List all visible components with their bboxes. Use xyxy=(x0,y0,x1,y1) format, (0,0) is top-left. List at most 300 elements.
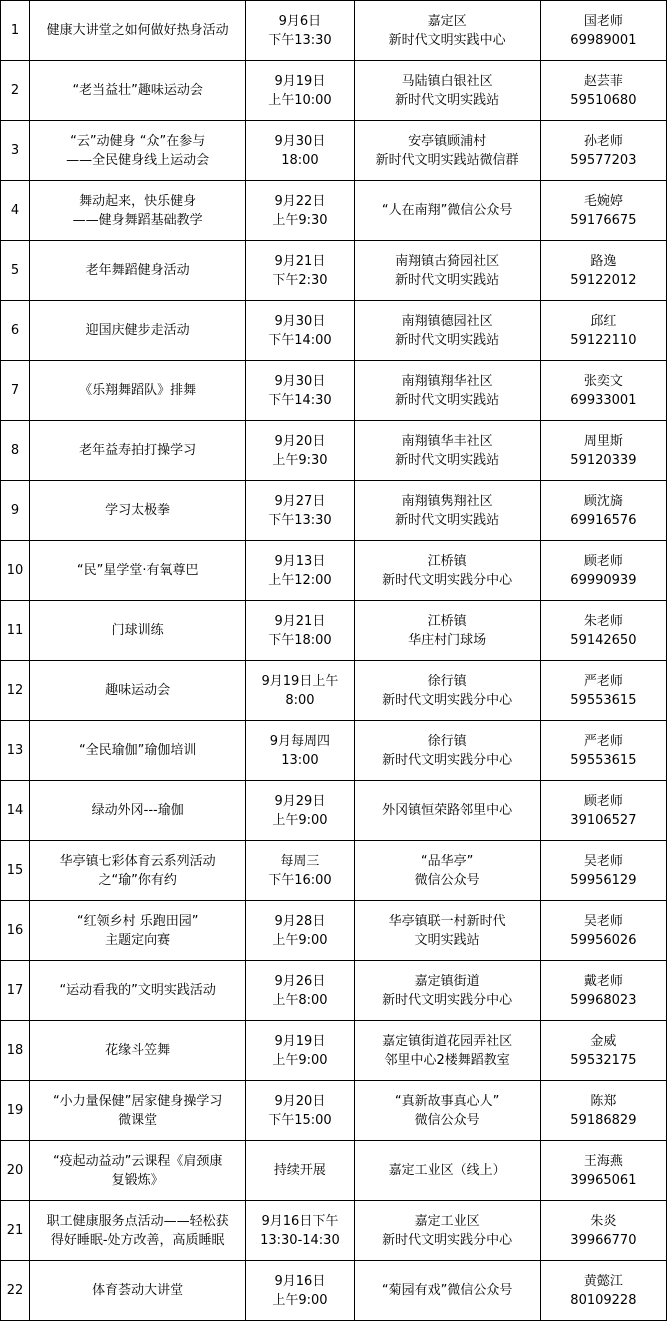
activity-time-cell xyxy=(246,781,354,841)
activity-name-cell xyxy=(30,1081,246,1141)
activity-time-line: 13:00 xyxy=(281,752,319,768)
contact-info-line: 69933001 xyxy=(570,392,637,408)
activity-time-line: 9月27日 xyxy=(274,493,326,509)
activity-location-line: “人在南翔”微信公众号 xyxy=(381,203,513,218)
row-number: 1 xyxy=(10,23,20,38)
activity-time-line: 下午2:30 xyxy=(272,272,328,288)
table-row xyxy=(1,481,667,541)
table-row xyxy=(1,901,667,961)
activity-location-line: 新时代文明实践站微信群 xyxy=(375,152,519,168)
activity-location-line: 嘉定区 xyxy=(427,13,467,29)
contact-info-line: 路逸 xyxy=(590,253,617,269)
contact-info-cell xyxy=(540,1261,666,1321)
activity-name-cell xyxy=(30,541,246,601)
table-row xyxy=(1,121,667,181)
activity-time-line: 上午9:30 xyxy=(272,452,328,468)
contact-info-cell xyxy=(540,1081,666,1141)
activity-name-cell xyxy=(30,1141,246,1201)
row-number-cell xyxy=(1,841,30,901)
contact-info-line: 戴老师 xyxy=(583,973,623,989)
activity-time-cell xyxy=(246,1261,354,1321)
contact-info-line: 59176675 xyxy=(570,212,637,228)
activity-time-line: 18:00 xyxy=(281,152,319,168)
contact-info-line: 张奕文 xyxy=(583,373,623,389)
activity-location-cell xyxy=(354,1261,540,1321)
activity-location-line: 邻里中心2楼舞蹈教室 xyxy=(384,1052,510,1068)
contact-info-line: 陈郑 xyxy=(590,1093,617,1109)
contact-info-cell xyxy=(540,841,666,901)
activity-location-line: 新时代文明实践分中心 xyxy=(382,692,513,708)
activity-time-line: 9月30日 xyxy=(274,373,326,389)
table-row xyxy=(1,241,667,301)
row-number: 11 xyxy=(6,623,24,638)
contact-info-cell xyxy=(540,541,666,601)
activity-location-line: 新时代文明实践站 xyxy=(395,392,500,408)
activity-location-line: 徐行镇 xyxy=(427,733,467,749)
activity-time-cell xyxy=(246,601,354,661)
contact-info-cell xyxy=(540,901,666,961)
activity-time-line: 9月16日下午 xyxy=(261,1213,339,1229)
row-number: 21 xyxy=(6,1223,24,1238)
table-row xyxy=(1,61,667,121)
row-number: 6 xyxy=(10,323,20,338)
activity-location-line: 新时代文明实践站 xyxy=(395,272,500,288)
table-row xyxy=(1,181,667,241)
activity-time-line: 9月29日 xyxy=(274,793,326,809)
row-number-cell xyxy=(1,781,30,841)
activity-time-line: 9月19日 xyxy=(274,1033,326,1049)
contact-info-line: 39966770 xyxy=(570,1232,637,1248)
row-number: 2 xyxy=(10,83,20,98)
table-row xyxy=(1,1141,667,1201)
activity-name-cell xyxy=(30,961,246,1021)
activity-name-line: 主题定向赛 xyxy=(105,932,171,948)
activity-location-line: 嘉定工业区 xyxy=(414,1213,480,1229)
contact-info-cell xyxy=(540,661,666,721)
contact-info-line: 69916576 xyxy=(570,512,637,528)
activity-location-cell xyxy=(354,1,540,61)
activity-time-cell xyxy=(246,1141,354,1201)
activity-time-line: 9月30日 xyxy=(274,313,326,329)
activity-name-line: ——全民健身线上运动会 xyxy=(66,152,210,168)
contact-info-line: 朱老师 xyxy=(583,613,623,629)
activity-time-cell xyxy=(246,1021,354,1081)
contact-info-line: 59553615 xyxy=(570,692,637,708)
row-number-cell xyxy=(1,301,30,361)
table-row xyxy=(1,301,667,361)
activity-time-line: 上午9:00 xyxy=(272,1292,328,1308)
activity-location-line: 南翔镇华丰社区 xyxy=(401,433,493,449)
table-row xyxy=(1,1201,667,1261)
table-row xyxy=(1,781,667,841)
row-number: 18 xyxy=(6,1043,24,1058)
activity-location-line: 微信公众号 xyxy=(414,1112,480,1128)
activity-time-line: 下午18:00 xyxy=(268,632,332,648)
row-number: 5 xyxy=(10,263,20,278)
activity-time-line: 9月22日 xyxy=(274,193,326,209)
contact-info-line: 39965061 xyxy=(570,1172,637,1188)
row-number-cell xyxy=(1,361,30,421)
activity-location-cell xyxy=(354,601,540,661)
activity-name-line: 得好睡眠-处方改善，高质睡眠 xyxy=(50,1232,225,1248)
activity-location-line: 南翔镇隽翔社区 xyxy=(401,493,493,509)
activity-name-line: 绿动外冈---瑜伽 xyxy=(91,803,184,818)
contact-info-line: 严老师 xyxy=(583,673,623,689)
activity-name-line: 舞动起来，快乐健身 xyxy=(79,193,197,209)
contact-info-cell xyxy=(540,721,666,781)
activity-time-cell xyxy=(246,1201,354,1261)
contact-info-line: 59532175 xyxy=(570,1052,637,1068)
activity-name-line: “民”星学堂·有氧尊巴 xyxy=(76,563,199,578)
activity-location-line: 新时代文明实践站 xyxy=(395,452,500,468)
activity-location-cell xyxy=(354,181,540,241)
activity-time-line: 9月21日 xyxy=(274,613,326,629)
activity-name-cell xyxy=(30,901,246,961)
activity-location-line: 文明实践站 xyxy=(414,932,480,948)
contact-info-line: 朱炎 xyxy=(590,1213,617,1229)
activity-name-line: ——健身舞蹈基础教学 xyxy=(72,212,203,228)
activity-time-line: 9月19日 xyxy=(274,73,326,89)
contact-info-line: 59142650 xyxy=(570,632,637,648)
contact-info-line: 80109228 xyxy=(570,1292,637,1308)
activity-location-cell xyxy=(354,421,540,481)
row-number: 7 xyxy=(10,383,20,398)
activity-name-cell xyxy=(30,1,246,61)
activity-time-line: 上午9:00 xyxy=(272,1052,328,1068)
activity-name-line: 趣味运动会 xyxy=(105,683,171,698)
activity-location-cell xyxy=(354,481,540,541)
contact-info-cell xyxy=(540,481,666,541)
activity-location-cell xyxy=(354,241,540,301)
row-number-cell xyxy=(1,1141,30,1201)
contact-info-line: 邱红 xyxy=(590,313,617,329)
activity-location-line: 马陆镇白银社区 xyxy=(401,73,493,89)
activity-time-line: 上午9:00 xyxy=(272,932,328,948)
activity-location-line: “菊园有戏”微信公众号 xyxy=(381,1283,513,1298)
activity-name-line: 老年舞蹈健身活动 xyxy=(85,263,190,278)
activity-name-cell xyxy=(30,781,246,841)
activity-name-line: 门球训练 xyxy=(111,623,164,638)
row-number-cell xyxy=(1,1261,30,1321)
activity-time-line: 9月每周四 xyxy=(269,733,331,749)
table-row xyxy=(1,961,667,1021)
activity-location-cell xyxy=(354,361,540,421)
activity-time-line: 9月21日 xyxy=(274,253,326,269)
contact-info-line: 顾老师 xyxy=(583,793,623,809)
activity-name-line: 职工健康服务点活动——轻松获 xyxy=(46,1213,229,1229)
contact-info-line: 59122012 xyxy=(570,272,637,288)
table-row xyxy=(1,661,667,721)
row-number: 12 xyxy=(6,683,24,698)
contact-info-cell xyxy=(540,781,666,841)
activity-location-cell xyxy=(354,1081,540,1141)
contact-info-line: 国老师 xyxy=(583,13,623,29)
activity-time-cell xyxy=(246,721,354,781)
row-number: 15 xyxy=(6,863,24,878)
row-number-cell xyxy=(1,1201,30,1261)
table-row xyxy=(1,841,667,901)
contact-info-cell xyxy=(540,1021,666,1081)
activity-time-cell xyxy=(246,121,354,181)
contact-info-line: 毛婉婷 xyxy=(583,193,623,209)
activity-time-line: 9月30日 xyxy=(274,133,326,149)
row-number-cell xyxy=(1,121,30,181)
table-row xyxy=(1,1081,667,1141)
activity-location-line: 新时代文明实践站 xyxy=(395,92,500,108)
activity-name-line: 老年益寿拍打操学习 xyxy=(79,443,197,458)
contact-info-cell xyxy=(540,121,666,181)
activity-name-cell xyxy=(30,1021,246,1081)
activity-time-line: 上午8:00 xyxy=(272,992,328,1008)
contact-info-line: 59956129 xyxy=(570,872,637,888)
contact-info-line: 严老师 xyxy=(583,733,623,749)
activity-time-cell xyxy=(246,181,354,241)
activity-name-cell xyxy=(30,121,246,181)
activity-time-line: 9月13日 xyxy=(274,553,326,569)
row-number-cell xyxy=(1,241,30,301)
activity-location-line: 新时代文明实践站 xyxy=(395,512,500,528)
activity-location-cell xyxy=(354,961,540,1021)
table-row xyxy=(1,1,667,61)
activity-name-cell xyxy=(30,361,246,421)
activity-location-cell xyxy=(354,841,540,901)
activity-location-cell xyxy=(354,541,540,601)
row-number-cell xyxy=(1,181,30,241)
activity-name-line: 微课堂 xyxy=(118,1112,158,1128)
activity-name-cell xyxy=(30,61,246,121)
activity-time-cell xyxy=(246,361,354,421)
activity-location-line: 嘉定镇街道 xyxy=(414,973,480,989)
activity-time-line: 持续开展 xyxy=(273,1163,326,1178)
row-number-cell xyxy=(1,1021,30,1081)
activity-location-line: 嘉定镇街道花园弄社区 xyxy=(382,1033,513,1049)
row-number: 8 xyxy=(10,443,20,458)
activity-name-line: 之“瑜”你有约 xyxy=(98,872,177,888)
activity-time-line: 下午15:00 xyxy=(268,1112,332,1128)
contact-info-line: 59120339 xyxy=(570,452,637,468)
activity-location-line: 华亭镇联一村新时代 xyxy=(388,913,506,929)
contact-info-cell xyxy=(540,301,666,361)
activity-name-cell xyxy=(30,1201,246,1261)
activity-time-cell xyxy=(246,841,354,901)
activity-time-cell xyxy=(246,661,354,721)
activity-time-line: 下午13:30 xyxy=(268,512,332,528)
activity-name-line: 迎国庆健步走活动 xyxy=(85,323,190,338)
contact-info-line: 金威 xyxy=(590,1033,617,1049)
row-number-cell xyxy=(1,961,30,1021)
contact-info-line: 黄懿江 xyxy=(583,1273,623,1289)
activity-time-line: 下午16:00 xyxy=(268,872,332,888)
contact-info-line: 59510680 xyxy=(570,92,637,108)
contact-info-line: 59577203 xyxy=(570,152,637,168)
activity-location-line: 徐行镇 xyxy=(427,673,467,689)
activity-time-line: 上午9:30 xyxy=(272,212,328,228)
contact-info-cell xyxy=(540,241,666,301)
row-number-cell xyxy=(1,901,30,961)
contact-info-cell xyxy=(540,61,666,121)
contact-info-line: 赵芸菲 xyxy=(583,73,623,89)
row-number-cell xyxy=(1,61,30,121)
table-row xyxy=(1,541,667,601)
activity-location-cell xyxy=(354,721,540,781)
row-number: 17 xyxy=(6,983,24,998)
table-row xyxy=(1,721,667,781)
table-row xyxy=(1,1021,667,1081)
activity-time-cell xyxy=(246,961,354,1021)
contact-info-line: 顾老师 xyxy=(583,553,623,569)
activity-location-line: 新时代文明实践分中心 xyxy=(382,992,513,1008)
activity-location-cell xyxy=(354,61,540,121)
row-number: 10 xyxy=(6,563,24,578)
activity-time-line: 每周三 xyxy=(280,853,320,869)
row-number-cell xyxy=(1,481,30,541)
activity-location-cell xyxy=(354,781,540,841)
contact-info-line: 69989001 xyxy=(570,32,637,48)
row-number-cell xyxy=(1,541,30,601)
table-row xyxy=(1,1261,667,1321)
row-number: 19 xyxy=(6,1103,24,1118)
activity-location-line: 南翔镇德园社区 xyxy=(401,313,493,329)
activity-location-cell xyxy=(354,301,540,361)
contact-info-line: 59956026 xyxy=(570,932,637,948)
activity-name-cell xyxy=(30,481,246,541)
activity-name-cell xyxy=(30,181,246,241)
activity-time-line: 13:30-14:30 xyxy=(260,1232,340,1248)
activity-location-cell xyxy=(354,1201,540,1261)
activity-location-line: 新时代文明实践站 xyxy=(395,332,500,348)
table-row xyxy=(1,601,667,661)
activity-location-line: 新时代文明实践分中心 xyxy=(382,572,513,588)
activity-time-line: 下午14:30 xyxy=(268,392,332,408)
activity-time-line: 上午12:00 xyxy=(268,572,332,588)
activity-time-line: 9月16日 xyxy=(274,1273,326,1289)
activity-name-line: “疫起动益动”云课程《肩颈康 xyxy=(52,1153,223,1169)
activity-time-cell xyxy=(246,421,354,481)
activity-location-line: 南翔镇翔华社区 xyxy=(401,373,493,389)
activity-location-line: 微信公众号 xyxy=(414,872,480,888)
activity-time-line: 9月20日 xyxy=(274,1093,326,1109)
activity-time-cell xyxy=(246,301,354,361)
contact-info-cell xyxy=(540,361,666,421)
activity-time-line: 上午9:00 xyxy=(272,812,328,828)
row-number-cell xyxy=(1,1,30,61)
activity-name-cell xyxy=(30,601,246,661)
activity-name-line: 花缘斗笠舞 xyxy=(105,1043,171,1058)
activity-location-cell xyxy=(354,1021,540,1081)
activity-name-cell xyxy=(30,241,246,301)
activity-time-line: 9月20日 xyxy=(274,433,326,449)
row-number: 22 xyxy=(6,1283,24,1298)
activity-location-line: “品华亭” xyxy=(420,853,474,869)
activity-time-line: 9月19日上午 xyxy=(261,673,339,689)
activity-location-line: 安亭镇顾浦村 xyxy=(408,133,487,149)
activity-location-line: 新时代文明实践分中心 xyxy=(382,1232,513,1248)
activity-name-line: 健康大讲堂之如何做好热身活动 xyxy=(46,23,229,38)
contact-info-line: 59968023 xyxy=(570,992,637,1008)
row-number-cell xyxy=(1,601,30,661)
table-row xyxy=(1,421,667,481)
contact-info-cell xyxy=(540,1141,666,1201)
contact-info-cell xyxy=(540,601,666,661)
activity-time-cell xyxy=(246,61,354,121)
activity-name-cell xyxy=(30,721,246,781)
activity-name-line: 《乐翔舞蹈队》排舞 xyxy=(79,383,197,398)
contact-info-line: 吴老师 xyxy=(583,853,623,869)
row-number: 14 xyxy=(6,803,24,818)
activity-location-line: 嘉定工业区（线上） xyxy=(388,1163,506,1178)
contact-info-line: 59186829 xyxy=(570,1112,637,1128)
table-row xyxy=(1,361,667,421)
contact-info-line: 孙老师 xyxy=(583,133,623,149)
activity-name-line: “老当益壮”趣味运动会 xyxy=(72,83,203,98)
activity-name-cell xyxy=(30,1261,246,1321)
row-number: 20 xyxy=(6,1163,24,1178)
activity-time-line: 8:00 xyxy=(285,692,315,708)
activity-location-line: 外冈镇恒荣路邻里中心 xyxy=(382,803,513,818)
activity-location-cell xyxy=(354,901,540,961)
contact-info-line: 王海燕 xyxy=(583,1153,623,1169)
activity-name-line: 体育荟动大讲堂 xyxy=(92,1283,184,1298)
activity-location-line: 华庄村门球场 xyxy=(408,632,487,648)
activity-time-cell xyxy=(246,901,354,961)
contact-info-line: 吴老师 xyxy=(583,913,623,929)
activity-location-line: 南翔镇古猗园社区 xyxy=(395,253,500,269)
row-number-cell xyxy=(1,421,30,481)
activity-name-cell xyxy=(30,841,246,901)
activity-location-line: 江桥镇 xyxy=(427,613,467,629)
activity-name-line: 学习太极拳 xyxy=(105,503,171,518)
contact-info-cell xyxy=(540,181,666,241)
activity-name-line: “全民瑜伽”瑜伽培训 xyxy=(78,743,197,758)
activity-name-cell xyxy=(30,421,246,481)
activity-location-cell xyxy=(354,661,540,721)
activity-name-line: “红领乡村 乐跑田园” xyxy=(76,913,199,929)
activity-location-cell xyxy=(354,121,540,181)
contact-info-cell xyxy=(540,421,666,481)
contact-info-line: 周里斯 xyxy=(583,433,623,449)
activity-location-line: “真新故事真心人” xyxy=(394,1093,500,1109)
row-number: 13 xyxy=(6,743,24,758)
activity-name-line: “云”动健身 “众”在参与 xyxy=(70,133,206,149)
row-number: 16 xyxy=(6,923,24,938)
activity-location-line: 江桥镇 xyxy=(427,553,467,569)
activity-name-line: 华亭镇七彩体育云系列活动 xyxy=(59,853,216,869)
activity-location-line: 新时代文明实践分中心 xyxy=(382,752,513,768)
row-number: 4 xyxy=(10,203,20,218)
contact-info-line: 顾沈旖 xyxy=(583,493,623,509)
activity-time-cell xyxy=(246,1,354,61)
row-number: 3 xyxy=(10,143,20,158)
activity-time-line: 9月6日 xyxy=(278,13,322,29)
activity-time-line: 下午14:00 xyxy=(268,332,332,348)
contact-info-line: 39106527 xyxy=(570,812,637,828)
activity-time-line: 9月26日 xyxy=(274,973,326,989)
activity-time-cell xyxy=(246,241,354,301)
row-number: 9 xyxy=(10,503,20,518)
activity-time-line: 上午10:00 xyxy=(268,92,332,108)
activity-time-cell xyxy=(246,481,354,541)
row-number-cell xyxy=(1,1081,30,1141)
activity-time-cell xyxy=(246,541,354,601)
activity-name-line: 复锻炼》 xyxy=(111,1172,164,1188)
activity-location-line: 新时代文明实践中心 xyxy=(388,32,506,48)
table-body xyxy=(1,1,667,1321)
contact-info-cell xyxy=(540,1201,666,1261)
activity-time-line: 下午13:30 xyxy=(268,32,332,48)
row-number-cell xyxy=(1,721,30,781)
activity-time-line: 9月28日 xyxy=(274,913,326,929)
activity-time-cell xyxy=(246,1081,354,1141)
